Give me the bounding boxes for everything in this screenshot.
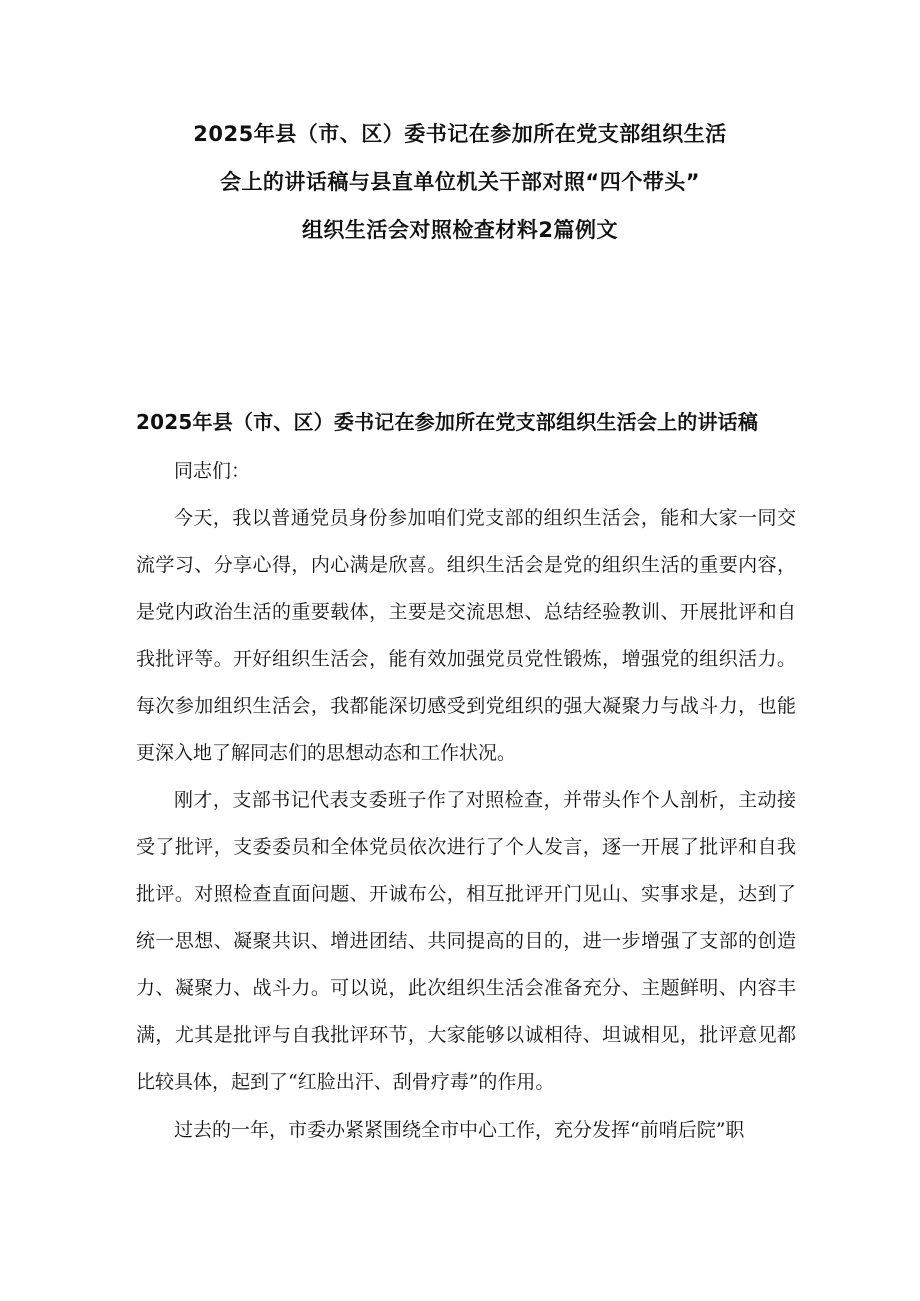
paragraph-3: 过去的一年，市委办紧紧围绕全市中心工作，充分发挥“前哨后院”职	[174, 1119, 745, 1141]
salutation: 同志们：	[174, 460, 251, 482]
paragraph-2: 刚才，支部书记代表支委班子作了对照检查，并带头作个人剖析，主动接受了批评，支委委员和全体党员依次进行了个人发言，逐一开展了批评和自我批评。对照检查直面问题、开诚布公，相互批评开门见山、实事求是，达到了统一思想、凝聚共识、增进团结、共同提高的目的，进一步增强了支部的创造力、凝聚力、战斗力。可以说，此次组织生活会准备充分、主题鲜明、内容丰满，尤其是批评与自我批评环节，大家能够以诚相待、坦诚相见，批评意见都比较具体，起到了“红脸出汗、刮骨疗毒”的作用。	[136, 789, 796, 1093]
paragraph-1: 今天，我以普通党员身份参加咱们党支部的组织生活会，能和大家一同交流学习、分享心得，内心满是欣喜。组织生活会是党的组织生活的重要内容，是党内政治生活的重要载体，主要是交流思想、总结经验教训、开展批评和自我批评等。开好组织生活会，能有效加强党员党性锻炼，增强党的组织活力。每次参加组织生活会，我都能深切感受到党组织的强大凝聚力与战斗力，也能更深入地了解同志们的思想动态和工作状况。	[136, 507, 796, 764]
document-title-line-3: 组织生活会对照检查材料2篇例文	[301, 218, 619, 242]
document-title-line-2: 会上的讲话稿与县直单位机关干部对照“四个带头”	[219, 170, 701, 194]
document-title-line-1: 2025年县（市、区）委书记在参加所在党支部组织生活	[193, 122, 727, 146]
section-heading: 2025年县（市、区）委书记在参加所在党支部组织生活会上的讲话稿	[136, 410, 759, 434]
